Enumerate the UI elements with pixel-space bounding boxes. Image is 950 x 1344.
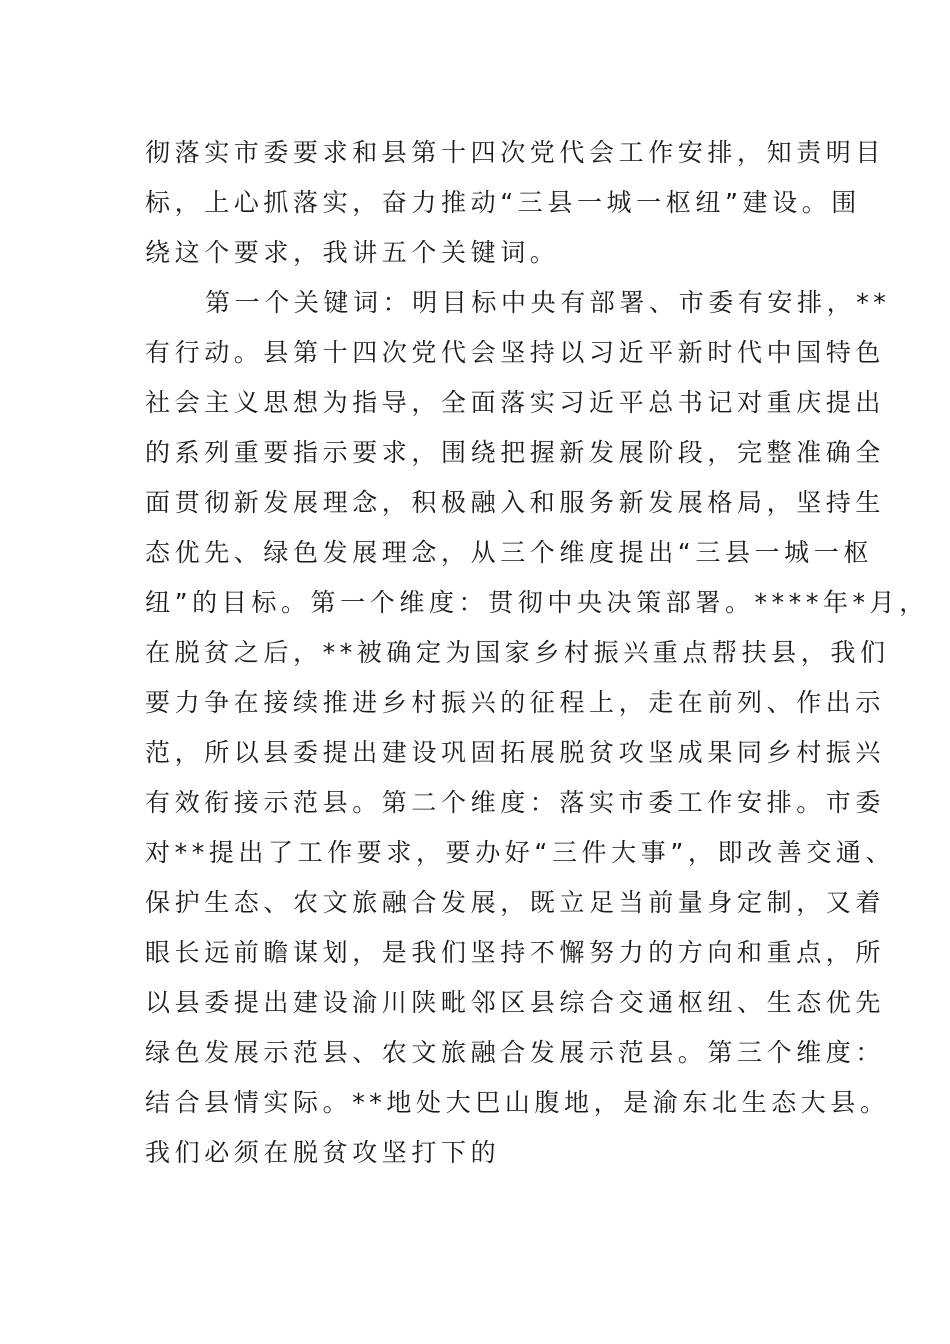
text-line: 范，所以县委提出建设巩固拓展脱贫攻坚成果同乡村振兴 <box>145 738 886 767</box>
paragraph-first-line: 第一个关键词：明目标中央有部署、市委有安排，** <box>205 288 891 317</box>
text-line: 有效衔接示范县。第二个维度：落实市委工作安排。市委 <box>145 788 886 817</box>
text-line: 眼长远前瞻谋划，是我们坚持不懈努力的方向和重点，所 <box>145 938 886 967</box>
text-line: 有行动。县第十四次党代会坚持以习近平新时代中国特色 <box>145 338 886 367</box>
text-line: 标，上心抓落实，奋力推动“三县一城一枢纽”建设。围 <box>145 188 861 217</box>
text-line: 的系列重要指示要求，围绕把握新发展阶段，完整准确全 <box>145 438 886 467</box>
text-line: 社会主义思想为指导，全面落实习近平总书记对重庆提出 <box>145 388 886 417</box>
text-line: 结合县情实际。**地处大巴山腹地，是渝东北生态大县。 <box>145 1088 890 1117</box>
text-line: 我们必须在脱贫攻坚打下的 <box>145 1138 501 1167</box>
document-body <box>145 128 929 1178</box>
text-line: 以县委提出建设渝川陕毗邻区县综合交通枢纽、生态优先 <box>145 988 886 1017</box>
text-line: 彻落实市委要求和县第十四次党代会工作安排，知责明目 <box>145 138 886 167</box>
text-line: 对**提出了工作要求，要办好“三件大事”，即改善交通、 <box>145 838 896 867</box>
text-line: 绿色发展示范县、农文旅融合发展示范县。第三个维度： <box>145 1038 886 1067</box>
text-line: 保护生态、农文旅融合发展，既立足当前量身定制，又着 <box>145 888 886 917</box>
text-line: 要力争在接续推进乡村振兴的征程上，走在前列、作出示 <box>145 688 886 717</box>
text-line: 面贯彻新发展理念，积极融入和服务新发展格局，坚持生 <box>145 488 886 517</box>
text-line: 在脱贫之后，**被确定为国家乡村振兴重点帮扶县，我们 <box>145 638 890 667</box>
text-line: 绕这个要求，我讲五个关键词。 <box>145 238 560 267</box>
text-line: 态优先、绿色发展理念，从三个维度提出“三县一城一枢 <box>145 538 873 567</box>
text-line: 纽”的目标。第一个维度：贯彻中央决策部署。****年*月， <box>145 588 929 617</box>
